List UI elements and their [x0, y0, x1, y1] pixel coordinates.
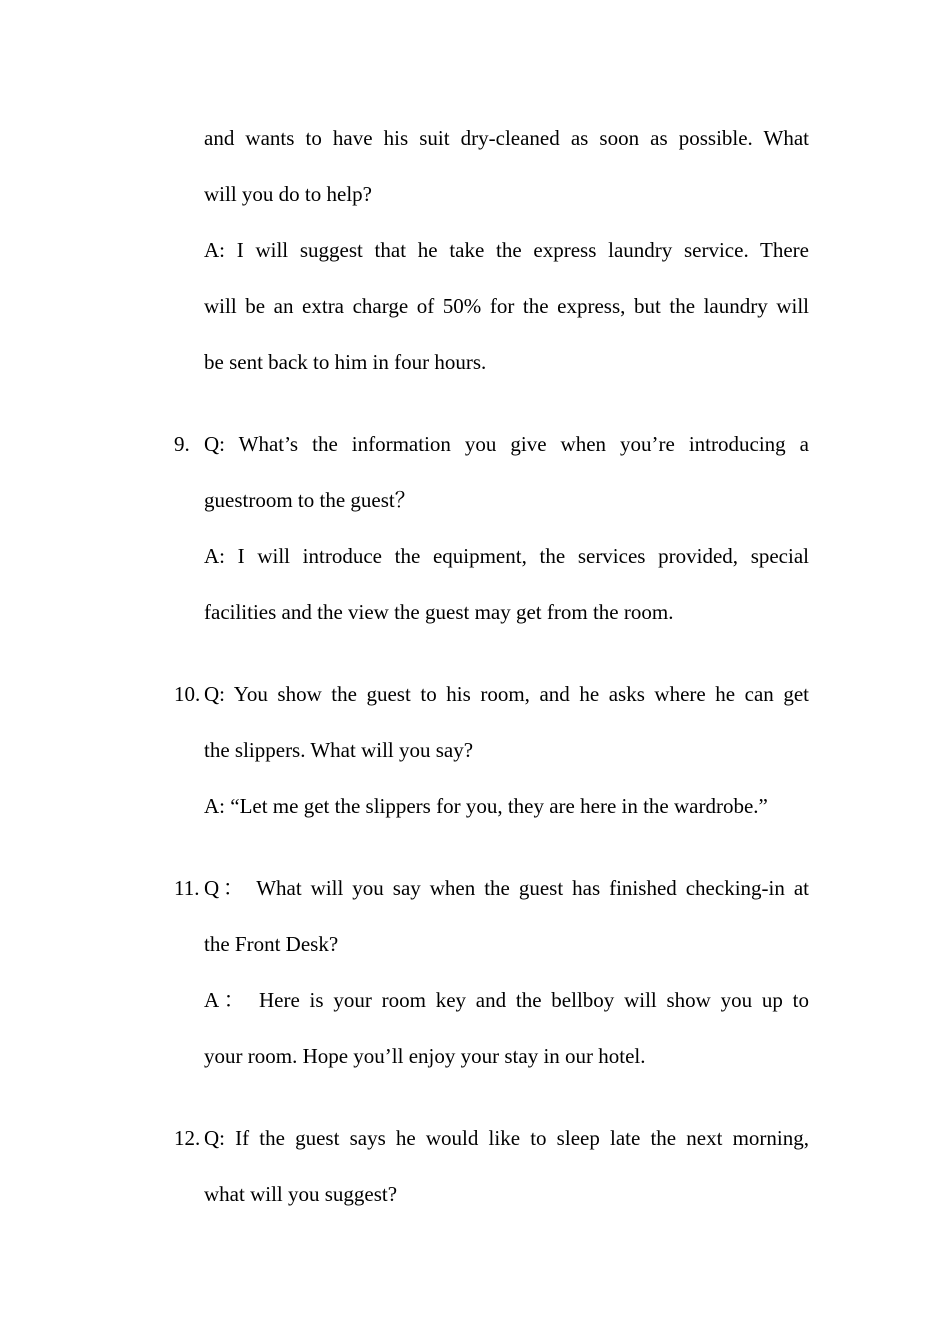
- question-text: Q: You show the guest to his room, and he asks where he can get: [204, 682, 809, 706]
- answer-line: will be an extra charge of 50% for the express, but the laundry will: [204, 294, 809, 318]
- question-line: what will you suggest?: [204, 1182, 398, 1206]
- answer-line: A: I will introduce the equipment, the services provided, special: [204, 544, 809, 568]
- answer-line: be sent back to him in four hours.: [204, 350, 487, 374]
- item-number: 12.: [174, 1126, 201, 1150]
- item-number: 11.: [174, 876, 200, 900]
- document-content: [174, 118, 809, 1230]
- qa-item-11: [174, 868, 809, 1092]
- question-text: Q: What’s the information you give when you’re introducing a: [204, 432, 809, 456]
- question-line: the Front Desk?: [204, 932, 339, 956]
- continued-qa-item: [204, 118, 809, 398]
- answer-line: facilities and the view the guest may get from the room.: [204, 600, 674, 624]
- answer-line: A： Here is your room key and the bellboy will show you up to: [204, 988, 809, 1012]
- question-text: Q： What will you say when the guest has finished checking-in at: [204, 876, 809, 900]
- question-line: and wants to have his suit dry-cleaned as soon as possible. What: [204, 126, 809, 150]
- question-line: [174, 868, 809, 924]
- answer-line: your room. Hope you’ll enjoy your stay in our hotel.: [204, 1044, 646, 1068]
- qa-item-12: [174, 1118, 809, 1230]
- question-text: Q: If the guest says he would like to sleep late the next morning,: [204, 1126, 809, 1150]
- answer-line: A: I will suggest that he take the express laundry service. There: [204, 238, 809, 262]
- answer-line: A: “Let me get the slippers for you, they are here in the wardrobe.”: [204, 794, 768, 818]
- question-line: will you do to help?: [204, 182, 372, 206]
- question-line: the slippers. What will you say?: [204, 738, 474, 762]
- question-line: guestroom to the guest？: [204, 488, 416, 512]
- item-number: 10.: [174, 682, 201, 706]
- qa-item-10: [174, 674, 809, 842]
- question-line: [174, 1118, 809, 1174]
- question-line: [174, 424, 809, 480]
- question-line: [174, 674, 809, 730]
- qa-item-9: [174, 424, 809, 648]
- item-number: 9.: [174, 432, 190, 456]
